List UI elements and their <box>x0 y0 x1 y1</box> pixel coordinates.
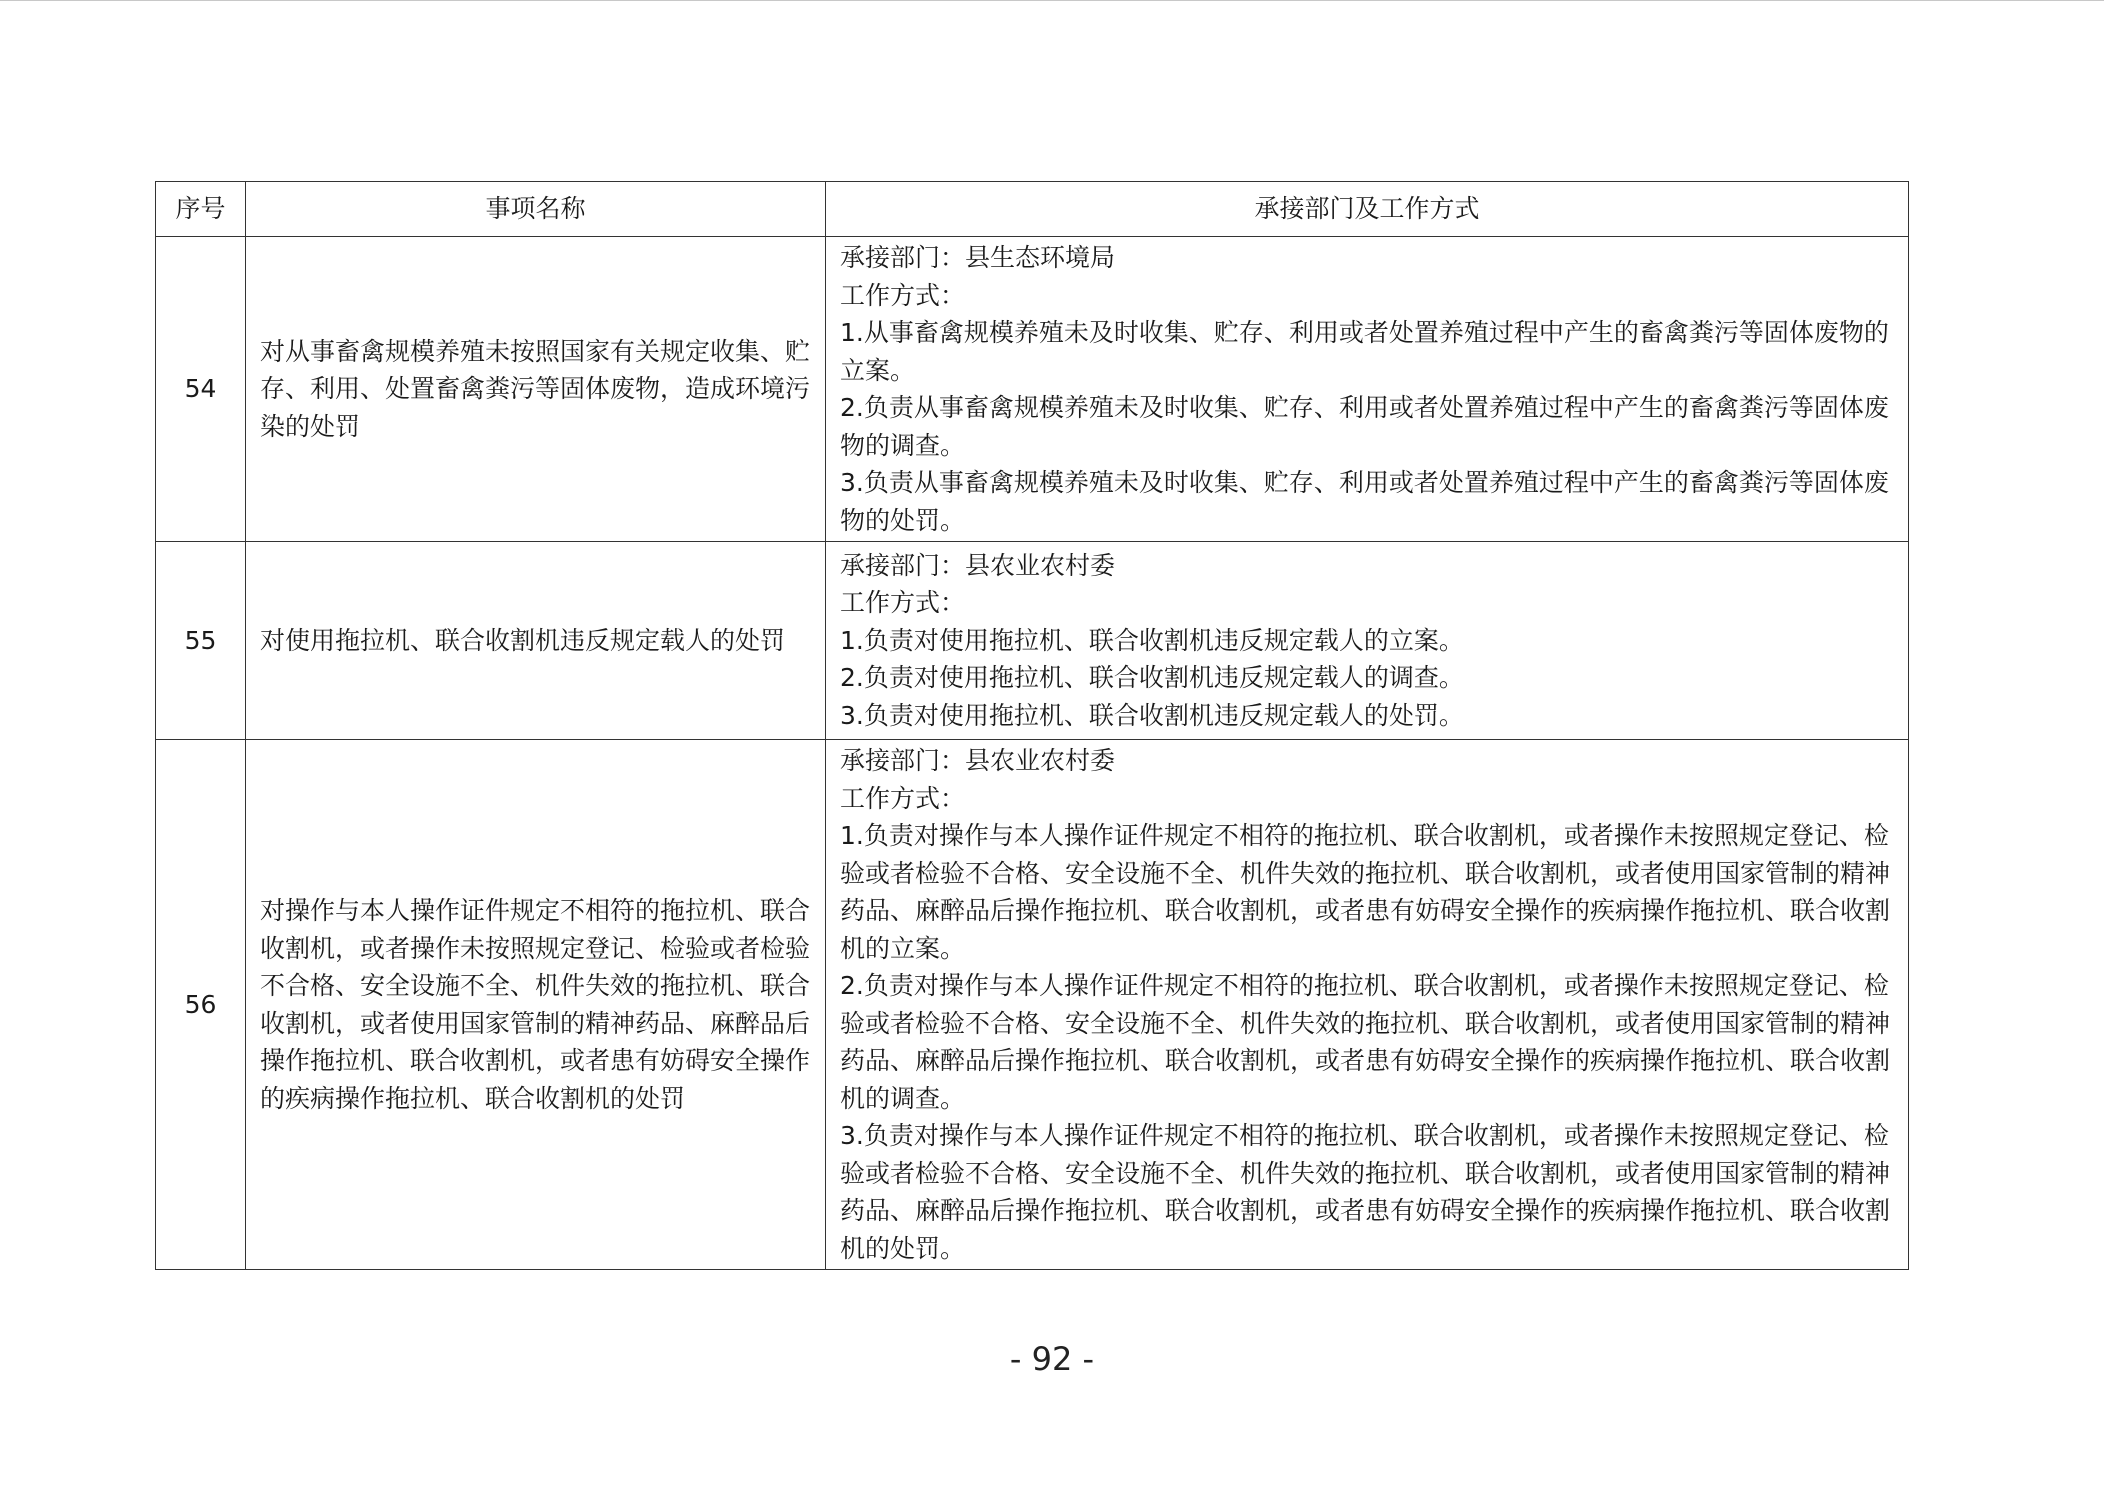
row-dept-method <box>826 542 1909 740</box>
row-item-name: 对操作与本人操作证件规定不相符的拖拉机、联合收割机，或者操作未按照规定登记、检验或者检验不合格、安全设施不全、机件失效的拖拉机、联合收割机，或者使用国家管制的精神药品、麻醉品后操作拖拉机、联合收割机，或者患有妨碍安全操作的疾病操作拖拉机、联合收割机的处罚 <box>246 740 826 1270</box>
row-dept-method <box>826 740 1909 1270</box>
dept-label: 承接部门：县农业农村委 <box>840 550 1116 580</box>
method-label: 工作方式： <box>840 783 966 813</box>
method-item: 2.负责对操作与本人操作证件规定不相符的拖拉机、联合收割机，或者操作未按照规定登记、检验或者检验不合格、安全设施不全、机件失效的拖拉机、联合收割机，或者使用国家管制的精神药品、麻醉品后操作拖拉机、联合收割机，或者患有妨碍安全操作的疾病操作拖拉机、联合收割机的调查。 <box>840 971 1891 1113</box>
row-item-name: 对从事畜禽规模养殖未按照国家有关规定收集、贮存、利用、处置畜禽粪污等固体废物，造成环境污染的处罚 <box>246 237 826 542</box>
top-border-line <box>0 0 2104 1</box>
header-dept: 承接部门及工作方式 <box>826 182 1909 237</box>
row-item-name: 对使用拖拉机、联合收割机违反规定载人的处罚 <box>246 542 826 740</box>
header-name: 事项名称 <box>246 182 826 237</box>
method-item: 3.负责对使用拖拉机、联合收割机违反规定载人的处罚。 <box>840 700 1464 730</box>
table-header-row <box>156 182 1909 237</box>
row-seq: 55 <box>156 542 246 740</box>
method-item: 2.负责对使用拖拉机、联合收割机违反规定载人的调查。 <box>840 663 1464 693</box>
method-item: 1.负责对使用拖拉机、联合收割机违反规定载人的立案。 <box>840 625 1464 655</box>
row-seq: 56 <box>156 740 246 1270</box>
method-item: 3.负责对操作与本人操作证件规定不相符的拖拉机、联合收割机，或者操作未按照规定登记、检验或者检验不合格、安全设施不全、机件失效的拖拉机、联合收割机，或者使用国家管制的精神药品、麻醉品后操作拖拉机、联合收割机，或者患有妨碍安全操作的疾病操作拖拉机、联合收割机的处罚。 <box>840 1121 1891 1263</box>
method-item: 1.负责对操作与本人操作证件规定不相符的拖拉机、联合收割机，或者操作未按照规定登记、检验或者检验不合格、安全设施不全、机件失效的拖拉机、联合收割机，或者使用国家管制的精神药品、麻醉品后操作拖拉机、联合收割机，或者患有妨碍安全操作的疾病操作拖拉机、联合收割机的立案。 <box>840 821 1891 963</box>
table-row <box>156 542 1909 740</box>
header-seq: 序号 <box>156 182 246 237</box>
dept-label: 承接部门：县农业农村委 <box>840 746 1116 775</box>
method-item: 1.从事畜禽规模养殖未及时收集、贮存、利用或者处置养殖过程中产生的畜禽粪污等固体废物的立案。 <box>840 318 1889 385</box>
dept-label: 承接部门：县生态环境局 <box>840 243 1116 272</box>
method-item: 2.负责从事畜禽规模养殖未及时收集、贮存、利用或者处置养殖过程中产生的畜禽粪污等固体废物的调查。 <box>840 393 1889 460</box>
method-item: 3.负责从事畜禽规模养殖未及时收集、贮存、利用或者处置养殖过程中产生的畜禽粪污等固体废物的处罚。 <box>840 468 1889 535</box>
method-label: 工作方式： <box>840 280 966 310</box>
row-dept-method <box>826 237 1909 542</box>
matters-table <box>155 181 1909 1270</box>
method-label: 工作方式： <box>840 588 966 618</box>
table-row <box>156 740 1909 1270</box>
table-row <box>156 237 1909 542</box>
row-seq: 54 <box>156 237 246 542</box>
page-number: - 92 - <box>1009 1340 1095 1378</box>
